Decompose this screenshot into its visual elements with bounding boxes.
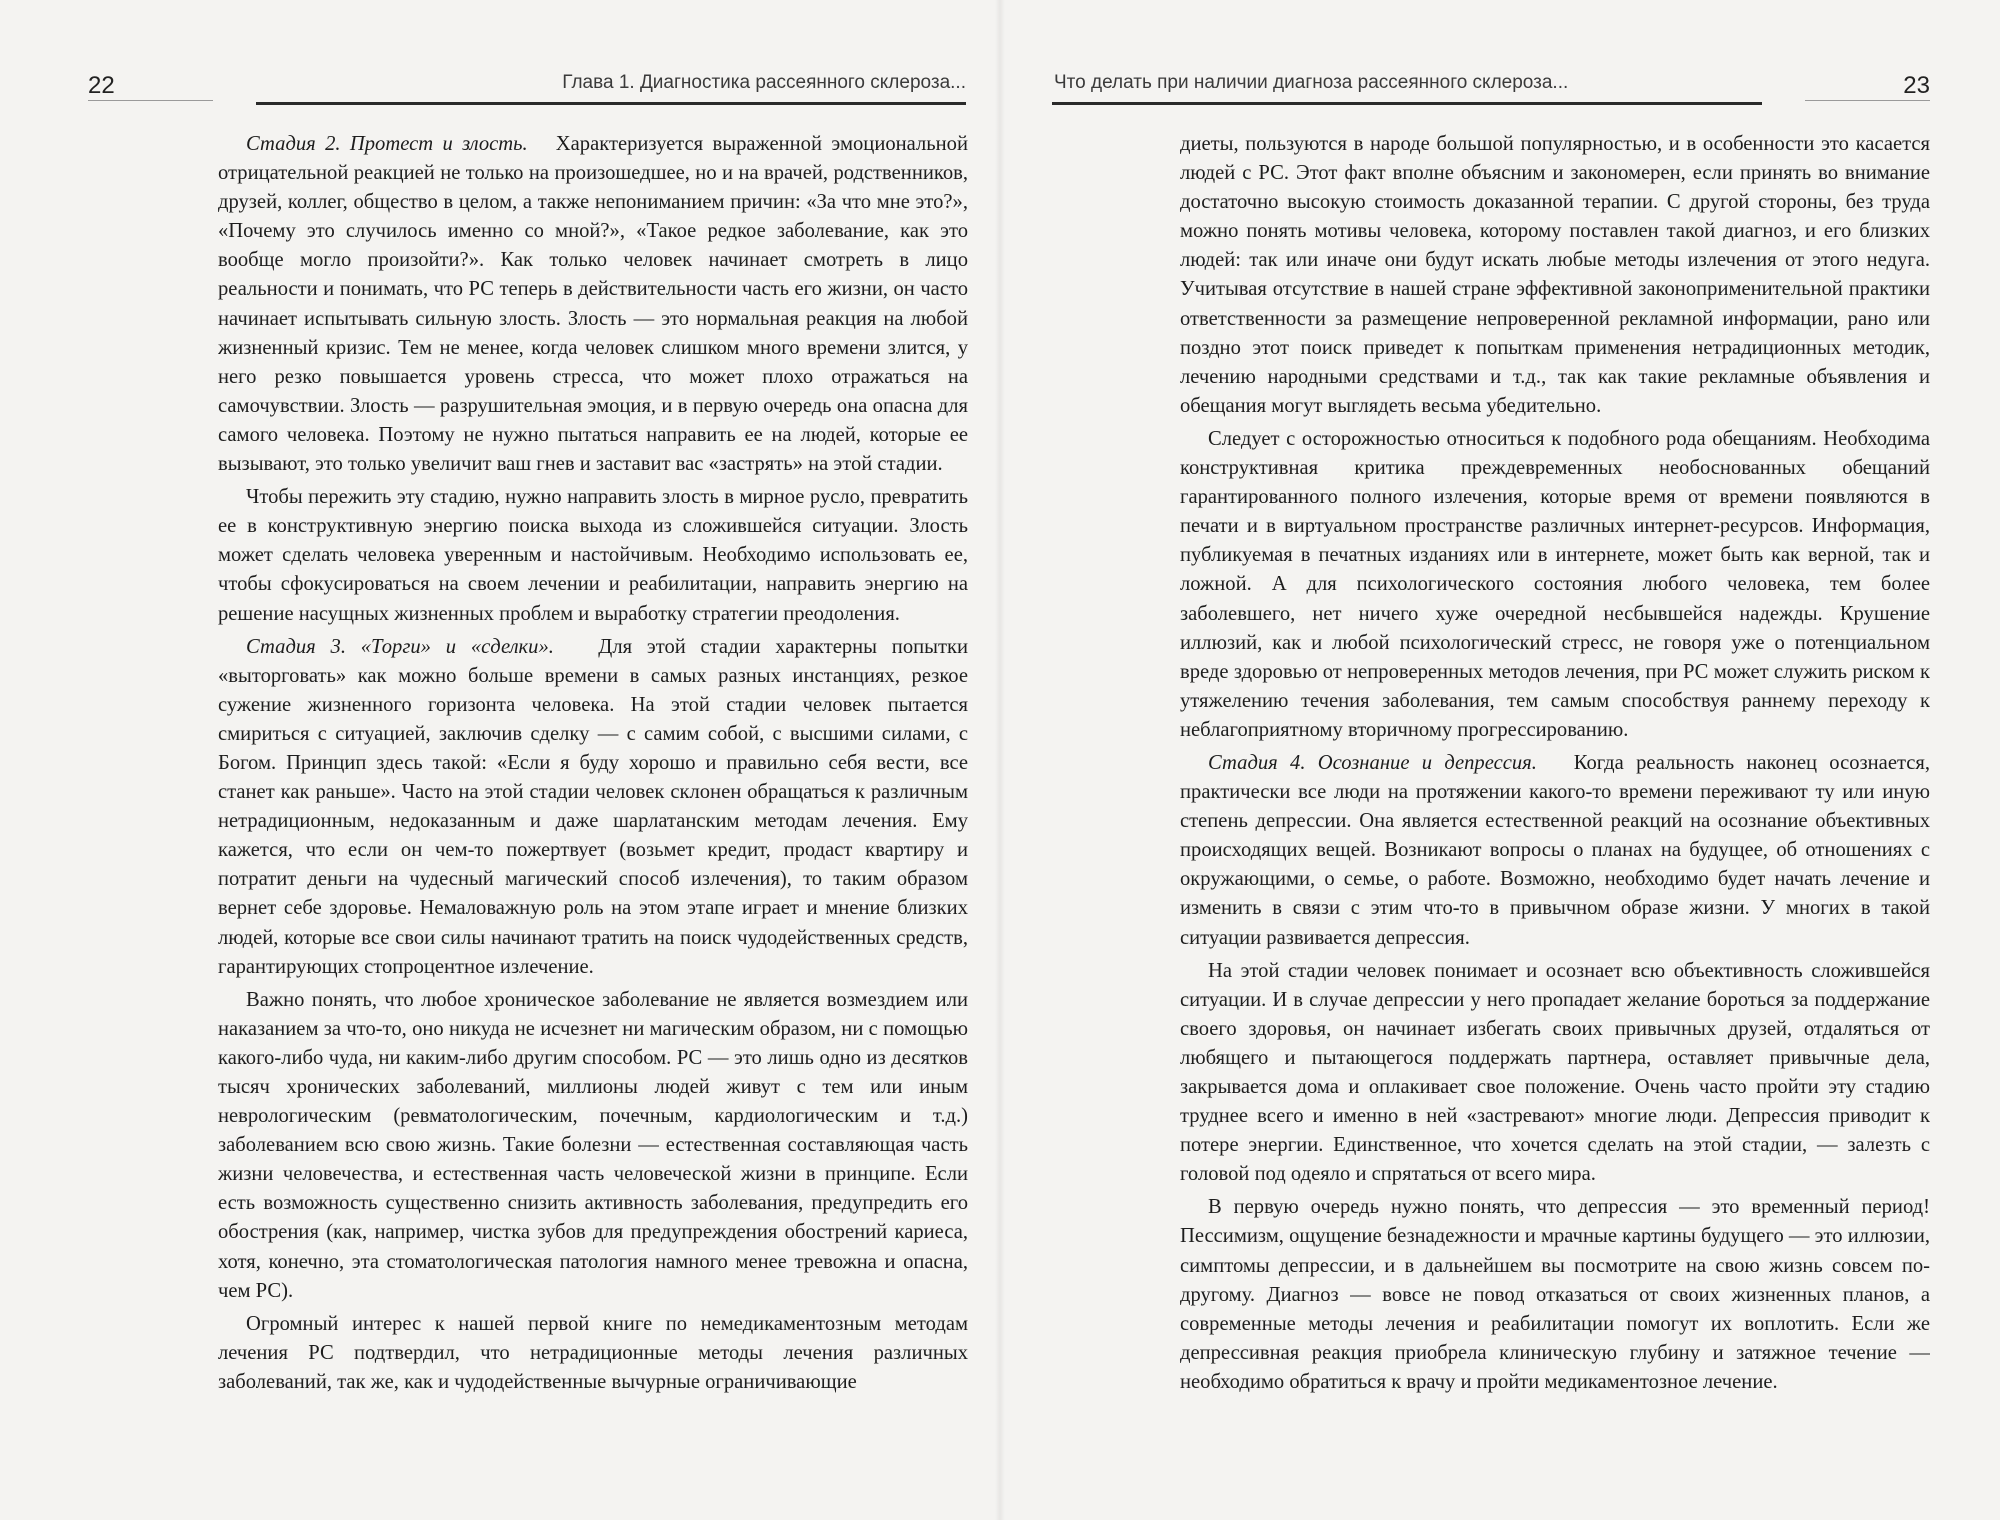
right-page-text <box>1180 130 1930 1401</box>
paragraph <box>218 986 968 1306</box>
paragraph <box>218 483 968 628</box>
page-number: 22 <box>88 72 115 99</box>
paragraph-text: Характеризуется выраженной эмоциональной отрицательной реакцией не только на произошедшее, но и на врачей, родственников, друзей, коллег, общество в целом, а также непониманием причин: «За что мне это?», «Почему это случилось именно со мной?», «Такое редкое заболевание, как это вообще могло произойти?». Как только человек начинает смотреть в лицо реальности и понимать, что РС теперь в действительности часть его жизни, он часто начинает испытывать сильную злость. Злость — это нормальная реакция на любой жизненный кризис. Тем не менее, когда человек слишком много времени злится, у него резко повышается уровень стресса, что может плохо отражаться на самочувствии. Злость — разрушительная эмоция, и в первую очередь она опасна для самого человека. Поэтому не нужно пытаться направить ее на людей, которые ее вызывают, это только увеличит ваш гнев и заставит вас «застрять» на этой стадии. <box>218 133 968 476</box>
paragraph-lead: Стадия 2. Протест и злость. <box>246 133 528 155</box>
header-rule-thin <box>88 100 213 101</box>
header-rule <box>256 102 966 105</box>
paragraph-text: Чтобы пережить эту стадию, нужно направить злость в мирное русло, превратить ее в конструктивную энергию поиска выхода из сложившейся ситуации. Злость может сделать человека уверенным и настойчивым. Необходимо использовать ее, чтобы сфокусироваться на своем лечении и реабилитации, направить энергию на решение насущных жизненных проблем и выработку стратегии преодоления. <box>218 486 968 625</box>
running-title: Что делать при наличии диагноза рассеянного склероза... <box>1054 72 1569 93</box>
paragraph-text: диеты, пользуются в народе большой популярностью, и в особенности это касается людей с РС. Этот факт вполне объясним и закономерен, если принять во внимание достаточно высокую стоимость доказанной терапии. С другой стороны, без труда можно понять мотивы человека, которому поставлен такой диагноз, и его близких людей: так или иначе они будут искать любые методы излечения от этого недуга. Учитывая отсутствие в нашей стране эффективной законоприменительной практики ответственности за размещение непроверенной рекламной информации, рано или поздно этот поиск приведет к попыткам применения нетрадиционных методик, лечению народными средствами и т.д., так как такие рекламные объявления и обещания могут выглядеть весьма убедительно. <box>1180 133 1930 417</box>
right-page-header <box>1052 64 1930 112</box>
left-page-header <box>88 64 966 112</box>
paragraph <box>1180 1193 1930 1397</box>
paragraph-text: Для этой стадии характерны попытки «выторговать» как можно больше времени в самых разных инстанциях, резкое сужение жизненного горизонта человека. На этой стадии человек пытается смириться с ситуацией, заключив сделку — с самим собой, с высшими силами, с Богом. Принцип здесь такой: «Если я буду хорошо и правильно себя вести, все станет как раньше». Часто на этой стадии человек склонен обращаться к различным нетрадиционным, недоказанным и даже шарлатанским методам лечения. Ему кажется, что если он чем-то пожертвует (возьмет кредит, продаст квартиру и потратит деньги на чудесный магический способ излечения), то таким образом вернет себе здоровье. Немаловажную роль на этом этапе играет и мнение близких людей, которые все свои силы начинают тратить на поиск чудодейственных средств, гарантирующих стопроцентное излечение. <box>218 635 968 978</box>
running-title: Глава 1. Диагностика рассеянного склероза... <box>562 72 966 93</box>
paragraph <box>1180 425 1930 745</box>
paragraph <box>1180 749 1930 953</box>
paragraph-text: Следует с осторожностью относиться к подобного рода обещаниям. Необходима конструктивная критика преждевременных необоснованных обещаний гарантированного полного излечения, которые время от времени появляются в печати и в виртуальном пространстве различных интернет-ресурсов. Информация, публикуемая в печатных изданиях или в интернете, может быть как верной, так и ложной. А для психологического состояния любого человека, тем более заболевшего, нет ничего хуже очередной несбывшейся надежды. Крушение иллюзий, как и любой психологический стресс, не говоря уже о потенциальном вреде здоровью от непроверенных методов лечения, при РС может служить риском к утяжелению течения заболевания, тем самым способствуя раннему переходу к неблагоприятному вторичному прогрессированию. <box>1180 427 1930 741</box>
paragraph-text: Огромный интерес к нашей первой книге по немедикаментозным методам лечения РС подтвердил, что нетрадиционные методы лечения различных заболеваний, так же, как и чудодейственные вычурные ограничивающие <box>218 1312 968 1393</box>
paragraph <box>1180 130 1930 421</box>
paragraph-lead: Стадия 4. Осознание и депрессия. <box>1208 751 1537 774</box>
paragraph-text: Важно понять, что любое хроническое заболевание не является возмездием или наказанием за что-то, оно никуда не исчезнет ни магическим образом, ни с помощью какого-либо чуда, ни каким-либо другим способом. РС — это лишь одно из десятков тысяч хронических заболеваний, миллионы людей живут с тем или иным неврологическим (ревматологическим, почечным, кардиологическим и т.д.) заболеванием всю свою жизнь. Такие болезни — естественная составляющая часть жизни человечества, и естественная часть человеческой жизни в принципе. Если есть возможность существенно снизить активность заболевания, предупредить его обострения (как, например, чистка зубов для предупреждения обострений кариеса, хотя, конечно, эта стоматологическая патология намного менее тревожна и опасна, чем РС). <box>218 988 968 1302</box>
paragraph <box>218 130 968 479</box>
left-page-text <box>218 130 968 1401</box>
paragraph <box>1180 957 1930 1190</box>
paragraph-lead: Стадия 3. «Торги» и «сделки». <box>246 635 554 658</box>
paragraph <box>218 1310 968 1397</box>
paragraph-text: Когда реальность наконец осознается, практически все люди на протяжении какого-то времени переживают ту или иную степень депрессии. Она является естественной реакций на осознание объективных происходящих вещей. Возникают вопросы о планах на будущее, об отношениях с окружающими, о семье, о работе. Возможно, необходимо будет начать лечение и изменить в связи с этим что-то в привычном образе жизни. У многих в такой ситуации развивается депрессия. <box>1180 751 1930 949</box>
paragraph <box>218 633 968 982</box>
header-rule <box>1052 102 1762 105</box>
page-number: 23 <box>1903 72 1930 99</box>
right-page <box>1000 0 2000 1520</box>
header-rule-thin <box>1805 100 1930 101</box>
paragraph-text: На этой стадии человек понимает и осознает всю объективность сложившейся ситуации. И в случае депрессии у него пропадает желание бороться за поддержание своего здоровья, он начинает избегать своих привычных друзей, отдаляться от любящего и пытающегося поддержать партнера, оставляет привычные дела, закрывается дома и оплакивает свое положение. Очень часто пройти эту стадию труднее всего и именно в ней «застревают» многие люди. Депрессия приводит к потере энергии. Единственное, что хочется сделать на этой стадии, — залезть с головой под одеяло и спрятаться от всего мира. <box>1180 959 1930 1186</box>
paragraph-text: В первую очередь нужно понять, что депрессия — это временный период! Пессимизм, ощущение безнадежности и мрачные картины будущего — это иллюзии, симптомы депрессии, и в дальнейшем вы посмотрите на свою жизнь совсем по-другому. Диагноз — вовсе не повод отказаться от своих жизненных планов, а современные методы лечения и реабилитации помогут их воплотить. Если же депрессивная реакция приобрела клиническую глубину и затяжное течение — необходимо обратиться к врачу и пройти медикаментозное лечение. <box>1180 1196 1930 1393</box>
